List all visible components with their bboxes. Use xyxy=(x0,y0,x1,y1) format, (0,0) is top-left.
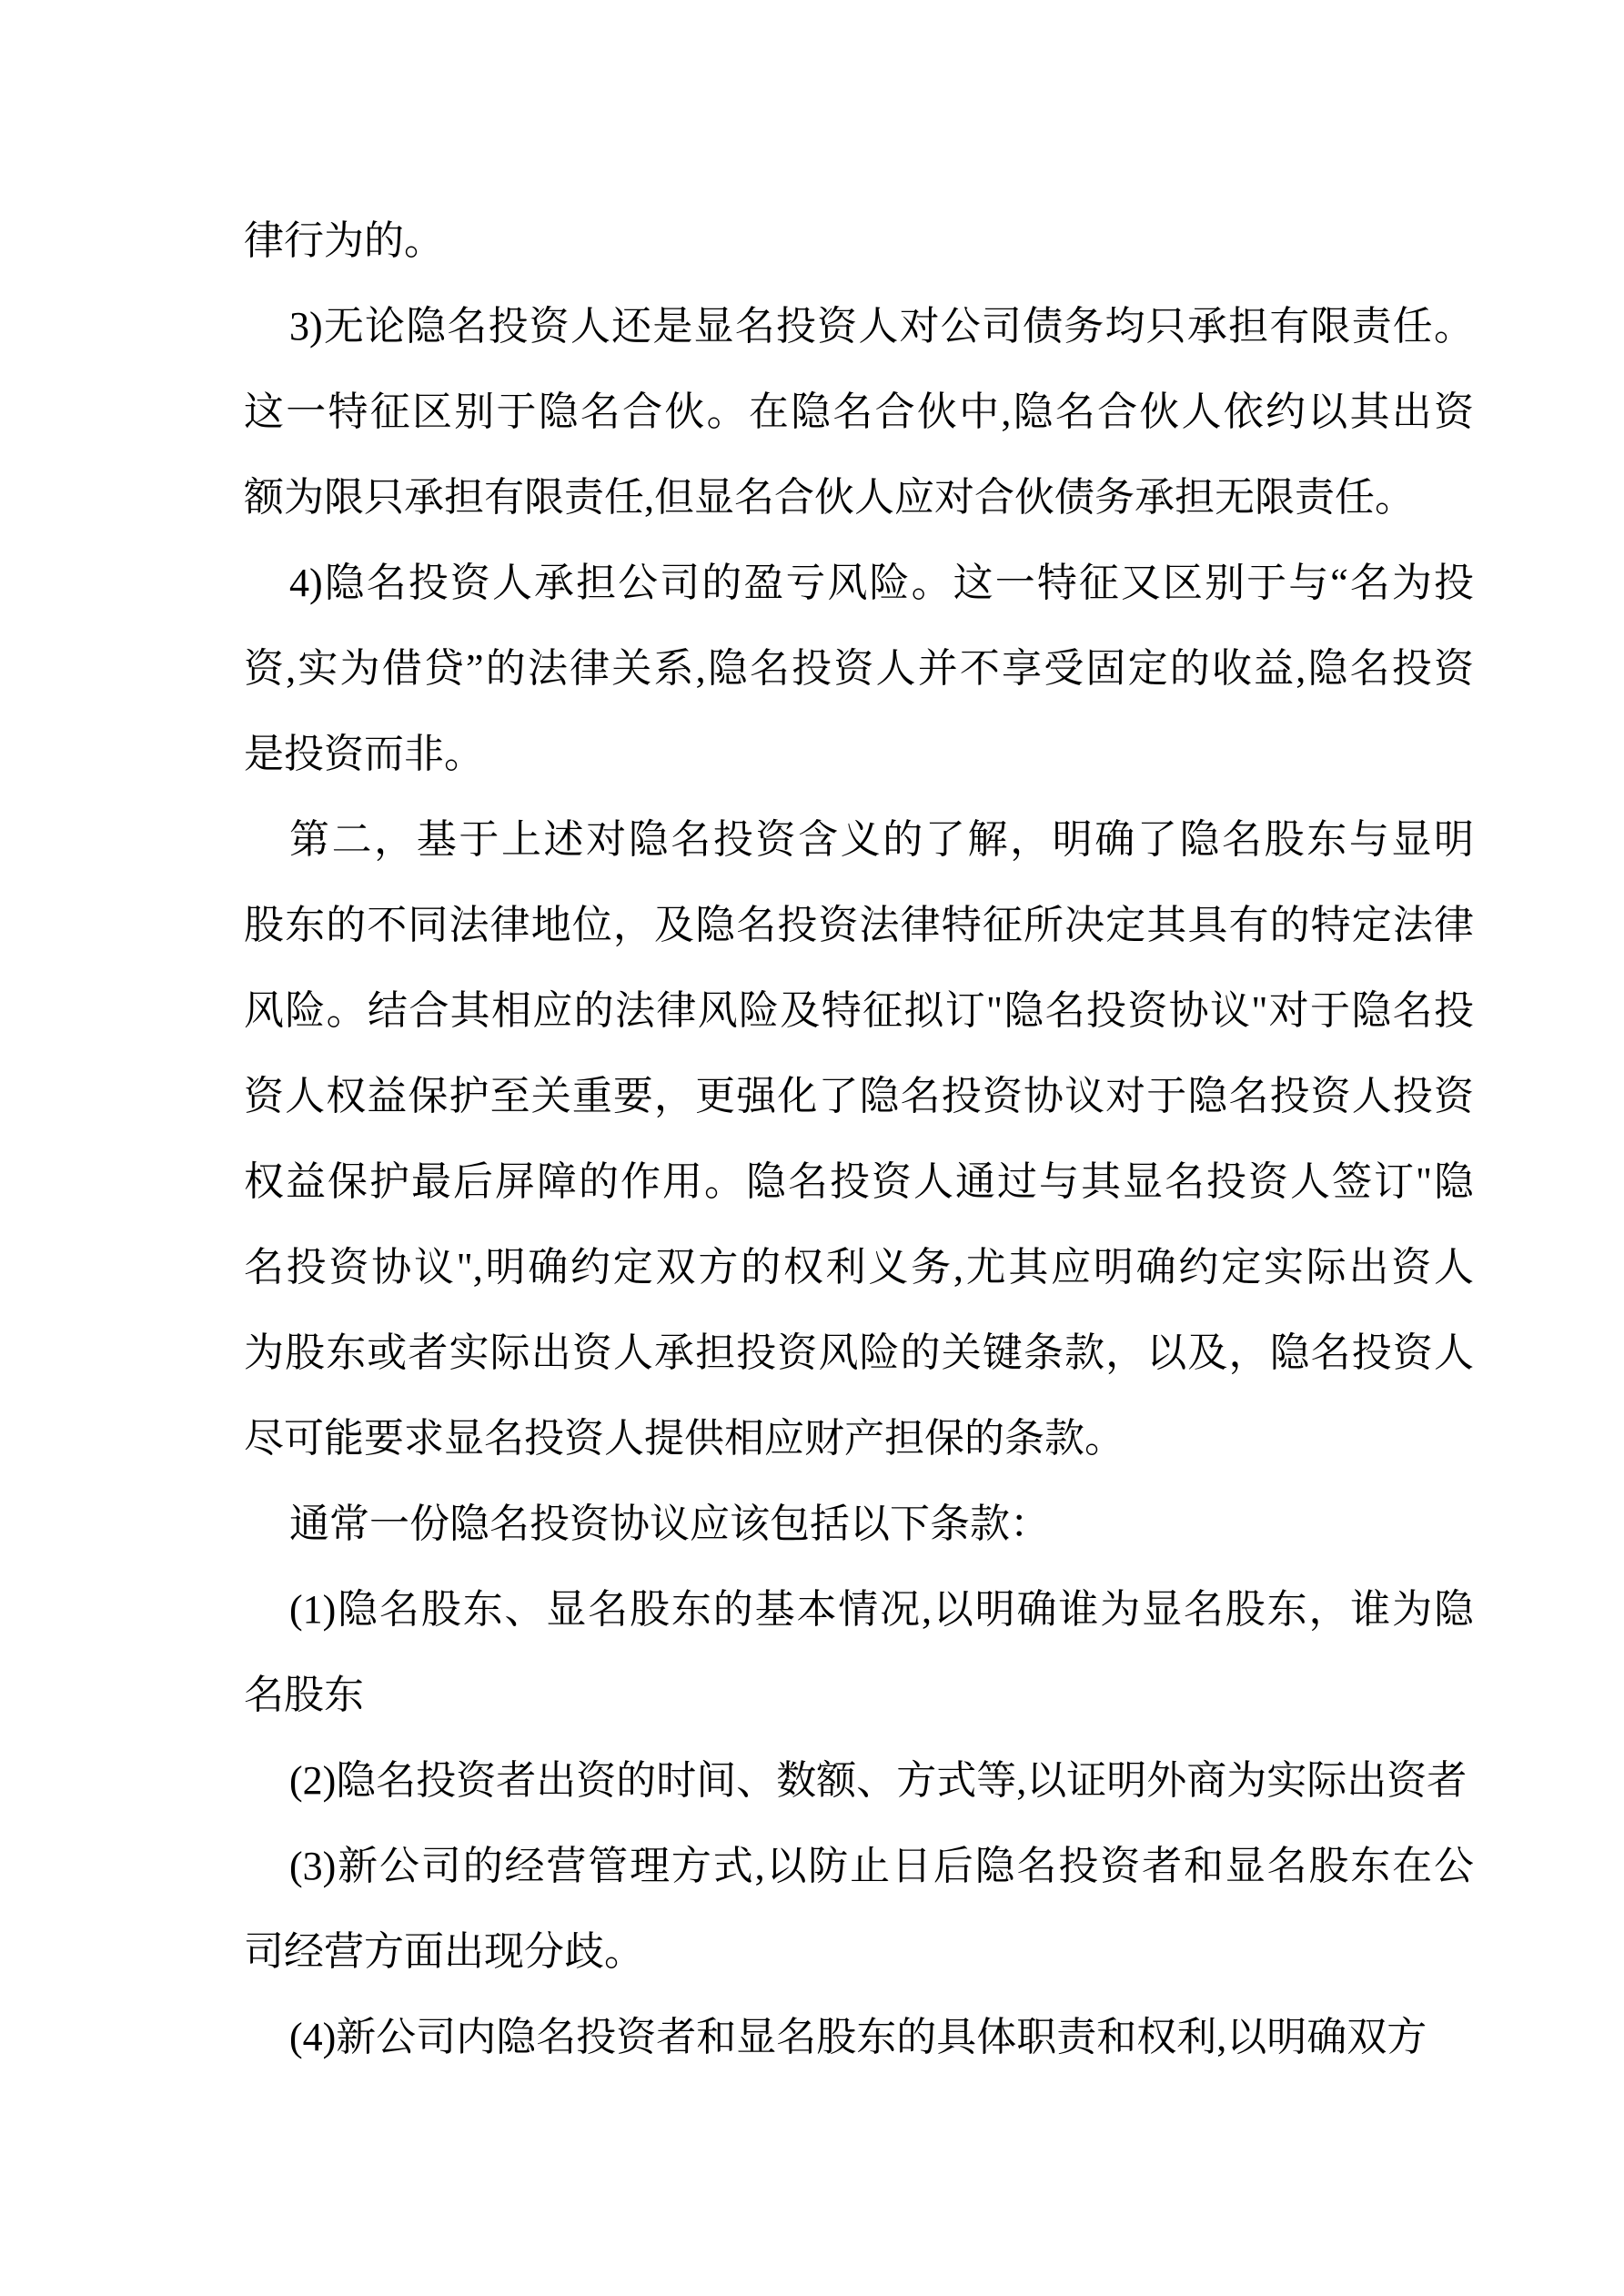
paragraph xyxy=(244,1482,1474,1567)
text-line: 通常一份隐名投资协议应该包括以下条款： xyxy=(289,1502,1050,1546)
text-line: (2)隐名投资者出资的时间、数额、方式等,以证明外商为实际出资者 xyxy=(289,1758,1468,1803)
text-line: (3)新公司的经营管理方式,以防止日后隐名投资者和显名股东在公 xyxy=(289,1844,1474,1888)
paragraph xyxy=(244,541,1474,797)
text-line: 股东的不同法律地位，及隐名投资法律特征所决定其具有的特定法律 xyxy=(244,903,1474,947)
text-line: 第二，基于上述对隐名投资含义的了解，明确了隐名股东与显明 xyxy=(289,817,1474,862)
paragraph xyxy=(244,1567,1474,1738)
text-line: 为股东或者实际出资人承担投资风险的关键条款，以及，隐名投资人 xyxy=(244,1330,1474,1375)
text-line: 3)无论隐名投资人还是显名投资人对公司债务均只承担有限责任。 xyxy=(289,304,1474,349)
paragraph xyxy=(244,284,1474,541)
text-line: 这一特征区别于隐名合伙。在隐名合伙中,隐名合伙人依约以其出资 xyxy=(244,389,1474,434)
paragraph xyxy=(244,1824,1474,1995)
text-line: 是投资而非。 xyxy=(244,732,484,776)
paragraph xyxy=(244,1995,1474,2080)
paragraph xyxy=(244,1738,1474,1824)
text-line: 名股东 xyxy=(244,1673,364,1717)
paragraph xyxy=(244,797,1474,1482)
text-line: 名投资协议",明确约定双方的权利义务,尤其应明确约定实际出资人 xyxy=(244,1245,1474,1290)
text-line: 司经营方面出现分歧。 xyxy=(244,1929,644,1974)
paragraph xyxy=(244,198,1474,284)
text-line: (4)新公司内隐名投资者和显名股东的具体职责和权利,以明确双方 xyxy=(289,2015,1427,2059)
text-line: 资,实为借贷”的法律关系,隐名投资人并不享受固定的收益,隐名投资 xyxy=(244,646,1474,691)
text-line: (1)隐名股东、显名股东的基本情况,以明确谁为显名股东，谁为隐 xyxy=(289,1587,1474,1632)
text-line: 资人权益保护至关重要，更强化了隐名投资协议对于隐名投资人投资 xyxy=(244,1074,1474,1118)
text-line: 风险。结合其相应的法律风险及特征拟订"隐名投资协议"对于隐名投 xyxy=(244,988,1474,1033)
text-line: 尽可能要求显名投资人提供相应财产担保的条款。 xyxy=(244,1416,1125,1461)
text-line: 律行为的。 xyxy=(244,218,444,263)
text-line: 额为限只承担有限责任,但显名合伙人应对合伙债务承担无限责任。 xyxy=(244,475,1415,520)
text-line: 4)隐名投资人承担公司的盈亏风险。这一特征又区别于与“名为投 xyxy=(289,561,1474,605)
text-line: 权益保护最后屏障的作用。隐名投资人通过与其显名投资人签订"隐 xyxy=(244,1159,1474,1204)
